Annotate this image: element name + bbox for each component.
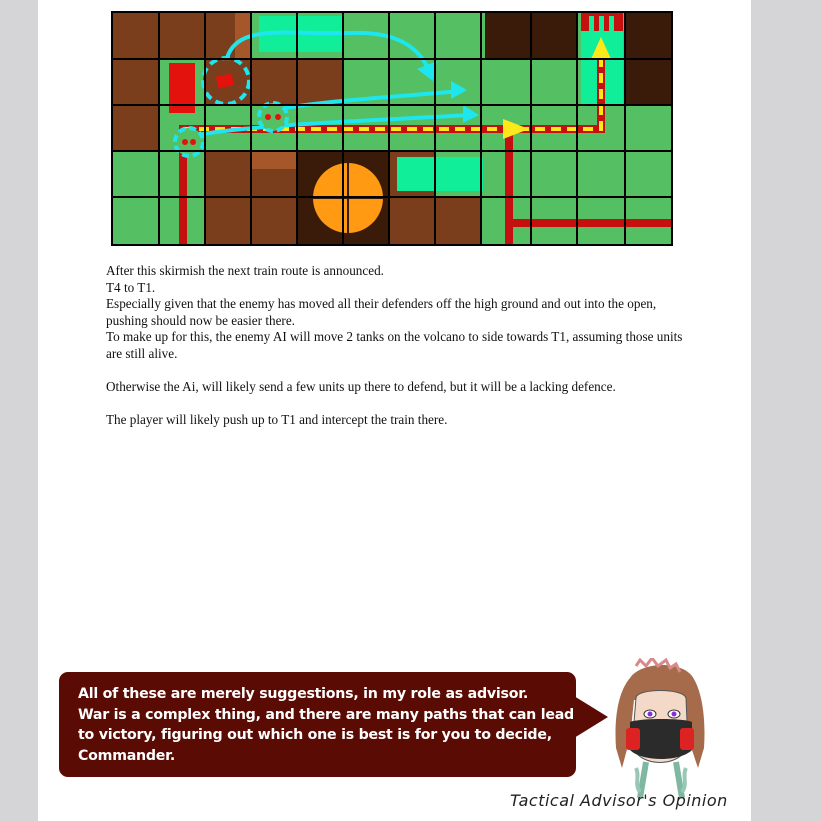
paragraph: After this skirmish the next train route is announced.	[106, 263, 384, 278]
paragraph-gap	[106, 363, 686, 380]
paragraph: The player will likely push up to T1 and intercept the train there.	[106, 412, 448, 428]
speech-line: to victory, figuring out which one is best is for you to decide,	[78, 727, 552, 743]
body-text	[106, 263, 686, 429]
paragraph: Otherwise the Ai, will likely send a few units up there to defend, but it will be a lacking defence.	[106, 379, 616, 395]
speech-line: War is a complex thing, and there are many paths that can lead	[78, 706, 574, 723]
paragraph-gap	[106, 396, 686, 413]
paragraph: To make up for this, the enemy AI will move 2 tanks on the volcano to side towards T1, assuming those units are still alive.	[106, 329, 683, 361]
tactical-map	[111, 11, 673, 246]
paragraph: T4 to T1.	[106, 279, 156, 295]
advisor-speech-text	[78, 684, 573, 766]
speech-line: All of these are merely suggestions, in my role as advisor.	[78, 686, 529, 702]
advisor-portrait-icon	[600, 658, 720, 798]
advisor-caption: Tactical Advisor's Opinion	[510, 791, 728, 810]
speech-line: Commander.	[78, 747, 176, 764]
paragraph: Especially given that the enemy has moved all their defenders off the high ground and out into the open, pushing should now be easier there.	[106, 296, 657, 328]
